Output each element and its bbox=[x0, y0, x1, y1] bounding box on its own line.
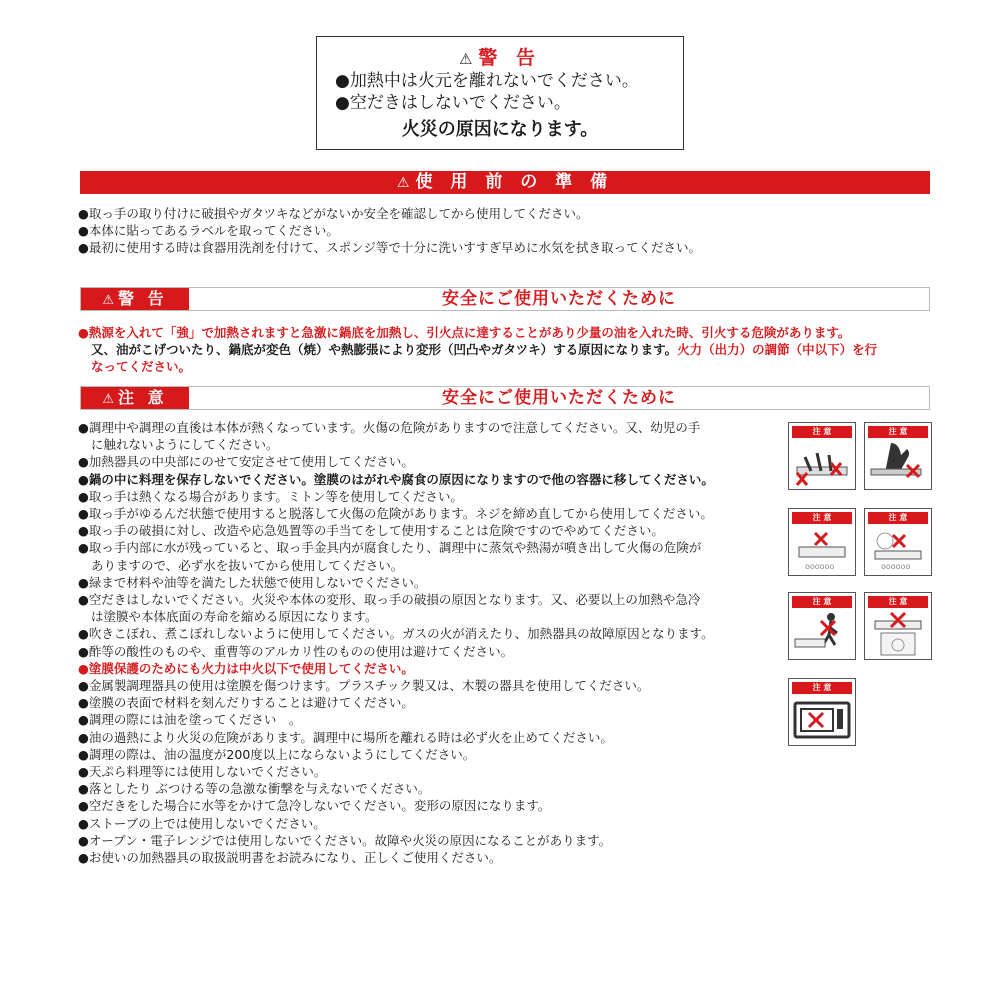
list-item: ●調理の際は、油の温度が200度以上にならないようにしてください。 bbox=[78, 746, 476, 762]
caution-tab: ⚠ 注 意 bbox=[81, 387, 189, 409]
list-item: に触れないようにしてください。 bbox=[91, 437, 279, 453]
hot-handle-icon: 注 意 bbox=[788, 422, 856, 490]
svg-text:oooooo: oooooo bbox=[881, 562, 911, 571]
warning-triangle-icon: ⚠ bbox=[396, 175, 410, 191]
list-item: ●油の過熱により火災の危険があります。調理中に場所を離れる時は必ず火を止めてください。 bbox=[78, 729, 613, 745]
list-item: ●オーブン・電子レンジでは使用しないでください。故障や火災の原因になることがあります。 bbox=[78, 832, 612, 848]
list-item: ●お使いの加熱器具の取扱説明書をお読みになり、正しくご使用ください。 bbox=[78, 850, 502, 866]
svg-text:oooooo: oooooo bbox=[805, 562, 835, 571]
list-item: ●加熱器具の中央部にのせて安定させて使用してください。 bbox=[78, 454, 414, 470]
no-leave-stove-icon: 注 意 bbox=[788, 592, 856, 660]
warning-text-line: 又、油がこげついたり、鍋底が変色（焼）や熱膨張により変形（凹凸やガタツキ）する原因になります。火力（出力）の調節（中以下）を行 bbox=[91, 342, 878, 357]
warning-triangle-icon: ⚠ bbox=[102, 392, 115, 407]
list-item: は塗膜や本体底面の寿命を縮める原因になります。 bbox=[91, 609, 378, 625]
list-item: ●落としたり ぶつける等の急激な衝撃を与えないでください。 bbox=[78, 781, 431, 797]
list-item: ●取っ手の取り付けに破損やガタツキなどがないか安全を確認してから使用してください。 bbox=[78, 206, 589, 221]
list-item: ●酢等の酸性のものや、重曹等のアルカリ性のものの使用は避けてください。 bbox=[78, 643, 514, 659]
top-warning-line: ●空だきはしないでください。 bbox=[335, 93, 571, 113]
list-item: ●吹きこぼれ、煮こぼれしないように使用してください。ガスの火が消えたり、加熱器具の故障原因となります。 bbox=[78, 626, 714, 642]
list-item: ●金属製調理器具の使用は塗膜を傷つけます。プラスチック製又は、木製の器具を使用してください。 bbox=[78, 678, 650, 694]
warning-section-header bbox=[80, 287, 930, 311]
list-item: ●塗膜保護のためにも火力は中火以下で使用してください。 bbox=[78, 660, 414, 676]
list-item: ●調理中や調理の直後は本体が熱くなっています。火傷の危険がありますので注意してください。又、幼児の手 bbox=[78, 420, 701, 435]
list-item: ●取っ手内部に水が残っていると、取っ手金具内が腐食したり、調理中に蒸気や熱湯が噴き出して火傷の危険が bbox=[78, 540, 702, 556]
top-warning-box bbox=[316, 36, 684, 150]
no-steam-burn-icon: 注 意 oooooo bbox=[864, 508, 932, 576]
list-item: ●天ぷら料理等には使用しないでください。 bbox=[78, 764, 327, 780]
warning-red-text: ●熱源を入れて「強」で加熱されますと急激に鍋底を加熱し、引火点に達することがあり少量の油を入れた時、引火する危険があります。 bbox=[78, 325, 851, 340]
list-item: ●空だきをした場合に水等をかけて急冷しないでください。変形の原因になります。 bbox=[78, 798, 551, 814]
list-item: ●取っ手の破損に対し、改造や応急処置等の手当てをして使用することは危険ですのでやめてください。 bbox=[78, 523, 664, 539]
hot-hand-icon: 注 意 bbox=[864, 422, 932, 490]
top-warning-title: ⚠ 警 告 bbox=[458, 47, 542, 69]
prep-list bbox=[78, 205, 701, 257]
warning-triangle-icon: ⚠ bbox=[102, 293, 115, 308]
list-item: ●最初に使用する時は食器用洗剤を付けて、スポンジ等で十分に洗いすすぎ早めに水気を拭き取ってください。 bbox=[78, 240, 701, 256]
warning-triangle-icon: ⚠ bbox=[458, 50, 473, 68]
warning-paragraph bbox=[78, 324, 948, 375]
list-item: ●調理の際には油を塗ってください 。 bbox=[78, 712, 302, 728]
list-item: ありますので、必ず水を抜いてから使用してください。 bbox=[91, 557, 404, 573]
list-item: ●取っ手がゆるんだ状態で使用すると脱落して火傷の危険があります。ネジを締め直してから使用してください。 bbox=[78, 506, 713, 522]
no-empty-heating-icon: 注 意 oooooo bbox=[788, 508, 856, 576]
caution-section-header bbox=[80, 386, 930, 410]
caution-subtitle: 安全にご使用いただくために bbox=[442, 388, 676, 408]
warning-tab: ⚠ 警 告 bbox=[81, 288, 189, 310]
list-item: ●緑まで材料や油等を満たした状態で使用しないでください。 bbox=[78, 574, 427, 590]
warning-red-text: なってください。 bbox=[91, 359, 192, 374]
list-item: ●本体に貼ってあるラベルを取ってください。 bbox=[78, 223, 339, 239]
no-microwave-icon: 注 意 bbox=[788, 678, 856, 746]
list-item: ●ストーブの上では使用しないでください。 bbox=[78, 815, 326, 831]
list-item: ●取っ手は熱くなる場合があります。ミトン等を使用してください。 bbox=[78, 488, 463, 504]
top-warning-emphasis: 火災の原因になります。 bbox=[401, 119, 599, 140]
warning-subtitle: 安全にご使用いただくために bbox=[442, 289, 676, 309]
list-item: ●塗膜の表面で材料を刻んだりすることは避けてください。 bbox=[78, 695, 414, 711]
list-item: ●鍋の中に料理を保存しないでください。塗膜のはがれや腐食の原因になりますので他の容器に移してください。 bbox=[78, 471, 714, 487]
list-item: ●空だきはしないでください。火災や本体の変形、取っ手の破損の原因となります。又、必要以上の加熱や急冷 bbox=[78, 592, 701, 608]
prep-header: ⚠ 使 用 前 の 準 備 bbox=[80, 171, 930, 194]
no-stove-top-icon: 注 意 bbox=[864, 592, 932, 660]
caution-list bbox=[78, 419, 714, 866]
top-warning-line: ●加熱中は火元を離れないでください。 bbox=[335, 71, 639, 91]
